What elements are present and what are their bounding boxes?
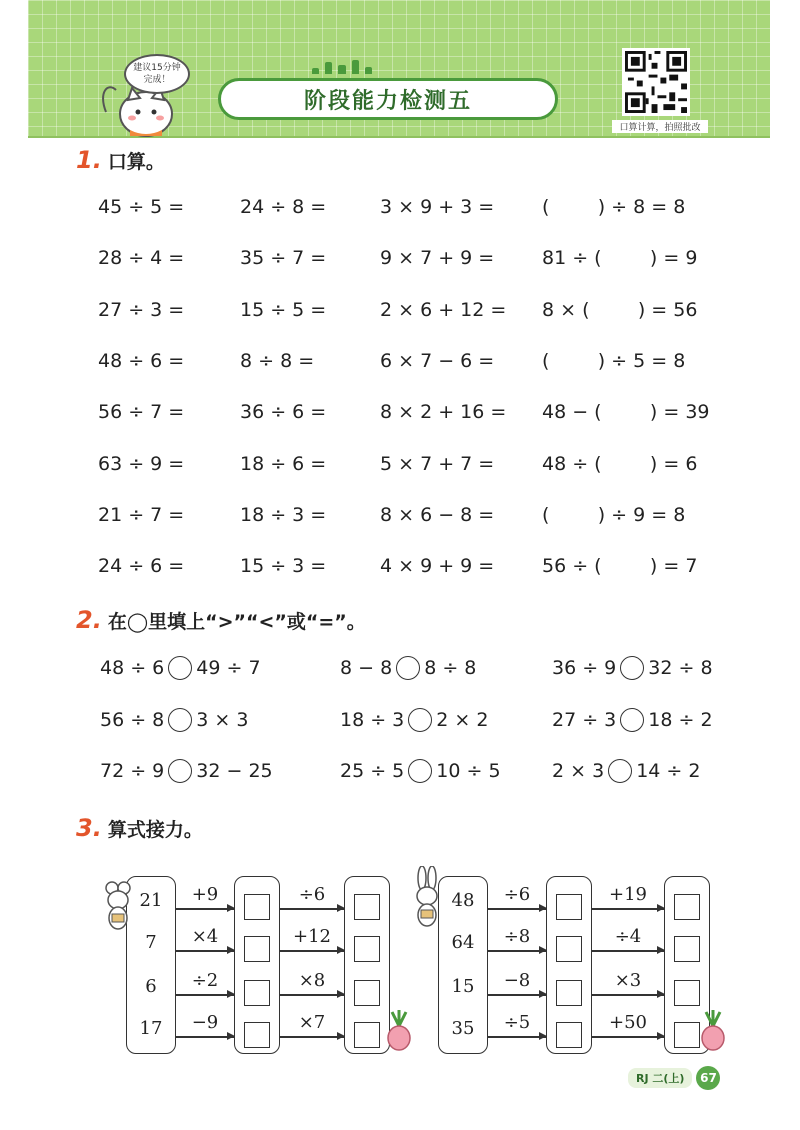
calc-problem: 27 ÷ 3 =: [98, 298, 185, 321]
calc-row: [0, 555, 800, 585]
operation-label: +50: [609, 1012, 647, 1033]
section-3-heading: [76, 814, 203, 842]
calc-problem: 5 × 7 + 7 =: [380, 452, 495, 475]
calc-problem: 8 ÷ 8 =: [240, 349, 315, 372]
arrow-icon: [592, 1036, 664, 1038]
calc-problem: ( ) ÷ 9 = 8: [542, 503, 686, 526]
relay-chain-right: [408, 866, 738, 1066]
answer-box[interactable]: [556, 980, 582, 1006]
answer-box[interactable]: [244, 1022, 270, 1048]
answer-box[interactable]: [354, 936, 380, 962]
arrow-icon: [176, 994, 234, 996]
calc-problem: 15 ÷ 3 =: [240, 555, 327, 578]
answer-box[interactable]: [244, 894, 270, 920]
answer-circle[interactable]: [396, 656, 420, 680]
operation-label: +9: [191, 884, 219, 905]
compare-left-expr: 36 ÷ 9: [552, 657, 617, 679]
compare-left-expr: 25 ÷ 5: [340, 760, 405, 782]
compare-row: [0, 759, 800, 789]
compare-left-expr: 72 ÷ 9: [100, 760, 165, 782]
calc-problem: 24 ÷ 8 =: [240, 196, 327, 218]
operation-label: ÷6: [503, 884, 531, 905]
compare-item: [340, 656, 476, 680]
radish-icon: [384, 1010, 414, 1054]
time-suggestion-bubble: [124, 54, 190, 94]
calc-problem: 18 ÷ 6 =: [240, 452, 327, 475]
calc-problem: 56 ÷ ( ) = 7: [542, 555, 698, 578]
calc-problem: 36 ÷ 6 =: [240, 401, 327, 424]
calc-row: [0, 504, 800, 534]
compare-left-expr: 18 ÷ 3: [340, 708, 405, 731]
answer-box[interactable]: [354, 1022, 380, 1048]
compare-item: [340, 708, 488, 732]
compare-item: [100, 708, 248, 732]
arrow-icon: [176, 908, 234, 910]
calc-problem: 9 × 7 + 9 =: [380, 247, 495, 270]
arrow-icon: [280, 1036, 344, 1038]
calc-problem: 48 ÷ 6 =: [98, 349, 185, 372]
compare-right-expr: 10 ÷ 5: [436, 760, 501, 782]
calc-problem: 24 ÷ 6 =: [98, 555, 185, 578]
compare-right-expr: 32 ÷ 8: [648, 657, 713, 679]
operation-label: +19: [609, 884, 647, 905]
section-2-title: 在◯里填上“>”“<”或“=”。: [107, 611, 366, 633]
arrow-icon: [280, 950, 344, 952]
compare-item: [552, 656, 713, 680]
answer-circle[interactable]: [620, 656, 644, 680]
section-2-heading: [76, 606, 366, 634]
answer-circle[interactable]: [620, 708, 644, 732]
compare-right-expr: 8 ÷ 8: [424, 657, 477, 679]
page-number: 67: [696, 1066, 720, 1090]
operation-label: ×7: [298, 1012, 326, 1033]
operation-label: ÷5: [503, 1012, 531, 1033]
arrow-icon: [488, 908, 546, 910]
compare-item: [552, 759, 700, 783]
calc-problem: 18 ÷ 3 =: [240, 503, 327, 526]
compare-item: [340, 759, 501, 783]
calc-problem: 45 ÷ 5 =: [98, 196, 185, 218]
book-label: RJ 二(上): [628, 1068, 692, 1088]
calc-problem: 8 × ( ) = 56: [542, 298, 698, 321]
start-number: 35: [451, 1018, 475, 1039]
section-1-number: 1.: [76, 146, 102, 174]
answer-box[interactable]: [674, 936, 700, 962]
operation-label: ÷8: [503, 926, 531, 947]
calc-problem: 63 ÷ 9 =: [98, 452, 185, 475]
answer-box[interactable]: [556, 894, 582, 920]
answer-box[interactable]: [674, 1022, 700, 1048]
compare-right-expr: 32 − 25: [196, 760, 273, 782]
calc-problem: 21 ÷ 7 =: [98, 503, 185, 526]
calc-row: [0, 350, 800, 380]
relay-chain-left: [100, 866, 410, 1066]
arrow-icon: [488, 994, 546, 996]
answer-box[interactable]: [354, 894, 380, 920]
arrow-icon: [280, 994, 344, 996]
calc-problem: ( ) ÷ 8 = 8: [542, 196, 686, 218]
section-3-number: 3.: [76, 814, 102, 842]
bubble-line-2: 完成！: [143, 75, 171, 85]
arrow-icon: [488, 1036, 546, 1038]
start-number: 21: [139, 890, 163, 911]
answer-box[interactable]: [556, 1022, 582, 1048]
compare-left-expr: 48 ÷ 6: [100, 657, 165, 679]
compare-right-expr: 18 ÷ 2: [648, 708, 713, 731]
bubble-line-1: 建议15分钟: [133, 63, 181, 73]
operation-label: ×8: [298, 970, 326, 991]
section-1-title: 口算。: [107, 151, 165, 173]
compare-right-expr: 3 × 3: [196, 708, 249, 731]
calc-problem: 8 × 2 + 16 =: [380, 401, 507, 424]
operation-label: ÷4: [614, 926, 642, 947]
operation-label: ×3: [614, 970, 642, 991]
compare-item: [100, 759, 273, 783]
arrow-icon: [592, 950, 664, 952]
calc-problem: ( ) ÷ 5 = 8: [542, 349, 686, 372]
answer-circle[interactable]: [168, 759, 192, 783]
compare-left-expr: 27 ÷ 3: [552, 708, 617, 731]
calc-problem: 2 × 6 + 12 =: [380, 298, 507, 321]
operation-label: ×4: [191, 926, 219, 947]
section-3-title: 算式接力。: [107, 819, 203, 841]
answer-circle[interactable]: [168, 708, 192, 732]
qr-caption: 口算计算，拍照批改: [612, 120, 708, 133]
calc-row: [0, 196, 800, 226]
calc-row: [0, 247, 800, 277]
compare-row: [0, 708, 800, 738]
page-title: 阶段能力检测五: [218, 78, 558, 120]
arrow-icon: [592, 908, 664, 910]
answer-box[interactable]: [674, 980, 700, 1006]
calc-problem: 4 × 9 + 9 =: [380, 555, 495, 578]
compare-row: [0, 656, 800, 686]
operation-label: −8: [503, 970, 531, 991]
compare-left-expr: 2 × 3: [552, 760, 605, 782]
arrow-icon: [488, 950, 546, 952]
calc-problem: 28 ÷ 4 =: [98, 247, 185, 270]
answer-box[interactable]: [556, 936, 582, 962]
calc-row: [0, 299, 800, 329]
calc-problem: 35 ÷ 7 =: [240, 247, 327, 270]
answer-circle[interactable]: [408, 759, 432, 783]
radish-icon-right: [698, 1010, 728, 1054]
start-number: 48: [451, 890, 475, 911]
calc-problem: 6 × 7 − 6 =: [380, 349, 495, 372]
compare-right-expr: 2 × 2: [436, 708, 489, 731]
section-1-heading: [76, 146, 165, 174]
arrow-icon: [176, 1036, 234, 1038]
qr-code-icon[interactable]: [622, 48, 690, 116]
start-number: 6: [145, 976, 157, 997]
calc-problem: 3 × 9 + 3 =: [380, 196, 495, 218]
answer-box[interactable]: [244, 980, 270, 1006]
calc-row: [0, 453, 800, 483]
start-number: 7: [145, 932, 157, 953]
calc-problem: 48 ÷ ( ) = 6: [542, 452, 698, 475]
compare-item: [552, 708, 713, 732]
answer-circle[interactable]: [168, 656, 192, 680]
calc-problem: 56 ÷ 7 =: [98, 401, 185, 424]
calc-problem: 15 ÷ 5 =: [240, 298, 327, 321]
compare-left-expr: 56 ÷ 8: [100, 708, 165, 731]
calc-row: [0, 401, 800, 431]
answer-circle[interactable]: [608, 759, 632, 783]
compare-left-expr: 8 − 8: [340, 657, 393, 679]
arrow-icon: [280, 908, 344, 910]
answer-box[interactable]: [354, 980, 380, 1006]
operation-label: +12: [293, 926, 331, 947]
start-number: 15: [451, 976, 475, 997]
rabbit-mascot-icon: [410, 866, 444, 930]
answer-circle[interactable]: [408, 708, 432, 732]
operation-label: −9: [191, 1012, 219, 1033]
compare-right-expr: 14 ÷ 2: [636, 760, 701, 782]
title-decoration-icon: [312, 56, 372, 74]
section-2-number: 2.: [76, 606, 102, 634]
calc-problem: 8 × 6 − 8 =: [380, 503, 495, 526]
operation-label: ÷6: [298, 884, 326, 905]
answer-box[interactable]: [244, 936, 270, 962]
operation-label: ÷2: [191, 970, 219, 991]
calc-problem: 81 ÷ ( ) = 9: [542, 247, 698, 270]
calc-problem: 48 − ( ) = 39: [542, 401, 710, 424]
compare-right-expr: 49 ÷ 7: [196, 657, 261, 679]
arrow-icon: [176, 950, 234, 952]
compare-item: [100, 656, 261, 680]
answer-box[interactable]: [674, 894, 700, 920]
start-number: 64: [451, 932, 475, 953]
start-number: 17: [139, 1018, 163, 1039]
arrow-icon: [592, 994, 664, 996]
page-footer: [628, 1066, 720, 1090]
mouse-mascot-icon: [100, 878, 134, 932]
